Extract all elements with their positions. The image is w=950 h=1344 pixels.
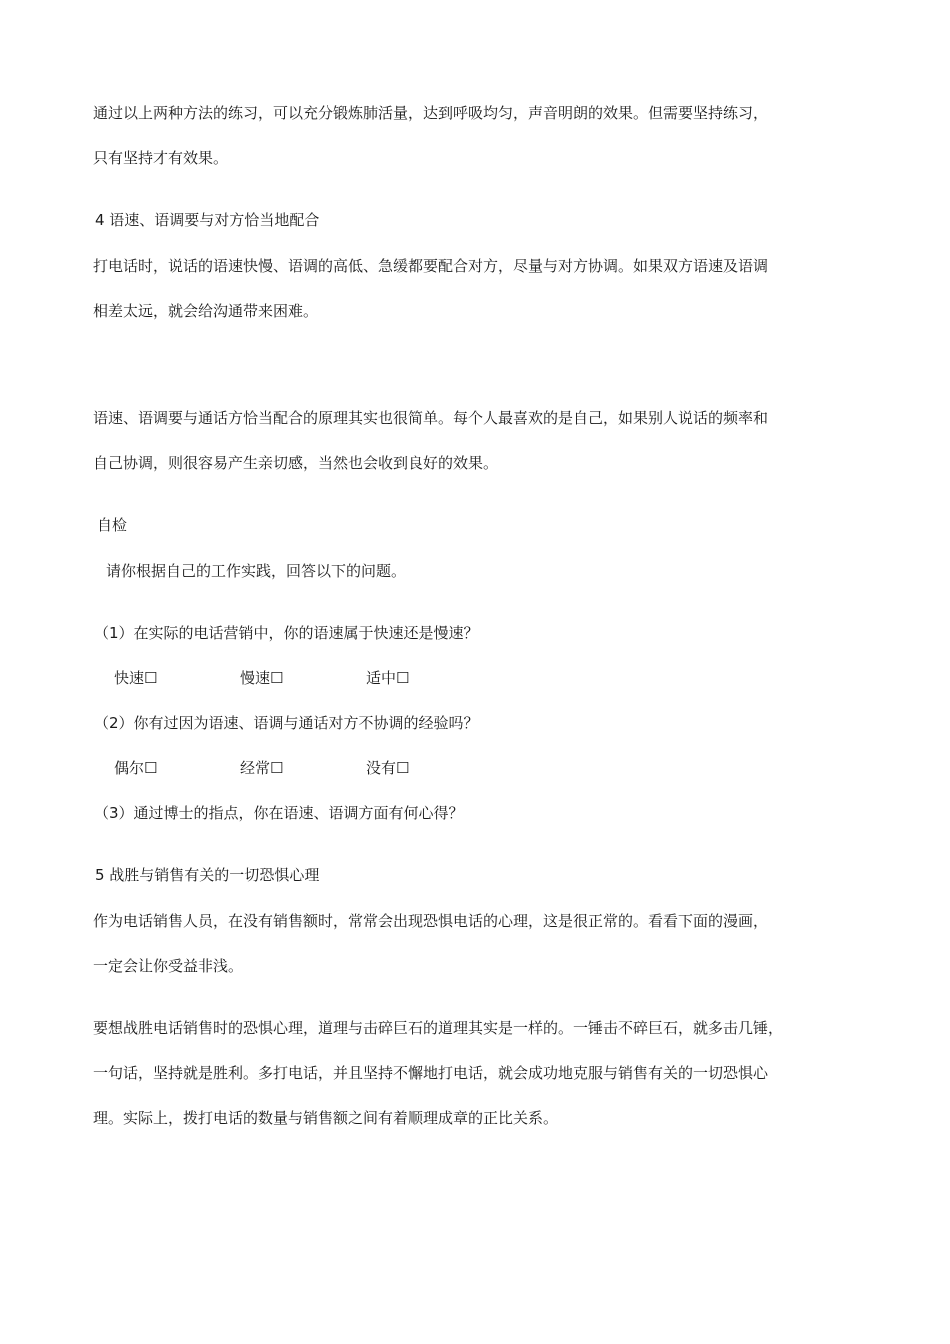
- paragraph-5b-line-2: 一句话，坚持就是胜利。多打电话，并且坚持不懈地打电话，就会成功地克服与销售有关的一切恐惧心: [93, 1064, 769, 1082]
- q2-option-never[interactable]: 没有☐: [366, 759, 410, 777]
- question-1: （1）在实际的电话营销中，你的语速属于快速还是慢速？: [94, 624, 479, 642]
- section-heading-5: 5 战胜与销售有关的一切恐惧心理: [95, 866, 320, 884]
- q1-option-slow[interactable]: 慢速☐: [240, 669, 284, 687]
- question-3: （3）通过博士的指点，你在语速、语调方面有何心得？: [94, 804, 464, 822]
- paragraph-4b-line-1: 语速、语调要与通话方恰当配合的原理其实也很简单。每个人最喜欢的是自己，如果别人说话的频率和: [93, 409, 769, 427]
- q2-option-often[interactable]: 经常☐: [240, 759, 284, 777]
- paragraph-5a-line-1: 作为电话销售人员，在没有销售额时，常常会出现恐惧电话的心理，这是很正常的。看看下面的漫画，: [93, 912, 769, 930]
- paragraph-5b-line-1: 要想战胜电话销售时的恐惧心理，道理与击碎巨石的道理其实是一样的。一锤击不碎巨石，就多击几锤，: [93, 1019, 784, 1037]
- self-check-instruction: 请你根据自己的工作实践，回答以下的问题。: [106, 562, 407, 580]
- paragraph-intro-line-1: 通过以上两种方法的练习，可以充分锻炼肺活量，达到呼吸均匀，声音明朗的效果。但需要坚持练习，: [93, 104, 769, 122]
- paragraph-intro-line-2: 只有坚持才有效果。: [93, 149, 229, 167]
- q1-option-fast[interactable]: 快速☐: [114, 669, 158, 687]
- q1-option-moderate[interactable]: 适中☐: [366, 669, 410, 687]
- paragraph-5a-line-2: 一定会让你受益非浅。: [93, 957, 244, 975]
- q2-option-occasionally[interactable]: 偶尔☐: [114, 759, 158, 777]
- question-2: （2）你有过因为语速、语调与通话对方不协调的经验吗？: [94, 714, 479, 732]
- paragraph-4a-line-2: 相差太远，就会给沟通带来困难。: [93, 302, 319, 320]
- paragraph-4a-line-1: 打电话时，说话的语速快慢、语调的高低、急缓都要配合对方，尽量与对方协调。如果双方语速及语调: [93, 257, 769, 275]
- self-check-heading: 自检: [97, 516, 128, 534]
- paragraph-4b-line-2: 自己协调，则很容易产生亲切感，当然也会收到良好的效果。: [93, 454, 499, 472]
- paragraph-5b-line-3: 理。实际上，拨打电话的数量与销售额之间有着顺理成章的正比关系。: [93, 1109, 559, 1127]
- section-heading-4: 4 语速、语调要与对方恰当地配合: [95, 211, 320, 229]
